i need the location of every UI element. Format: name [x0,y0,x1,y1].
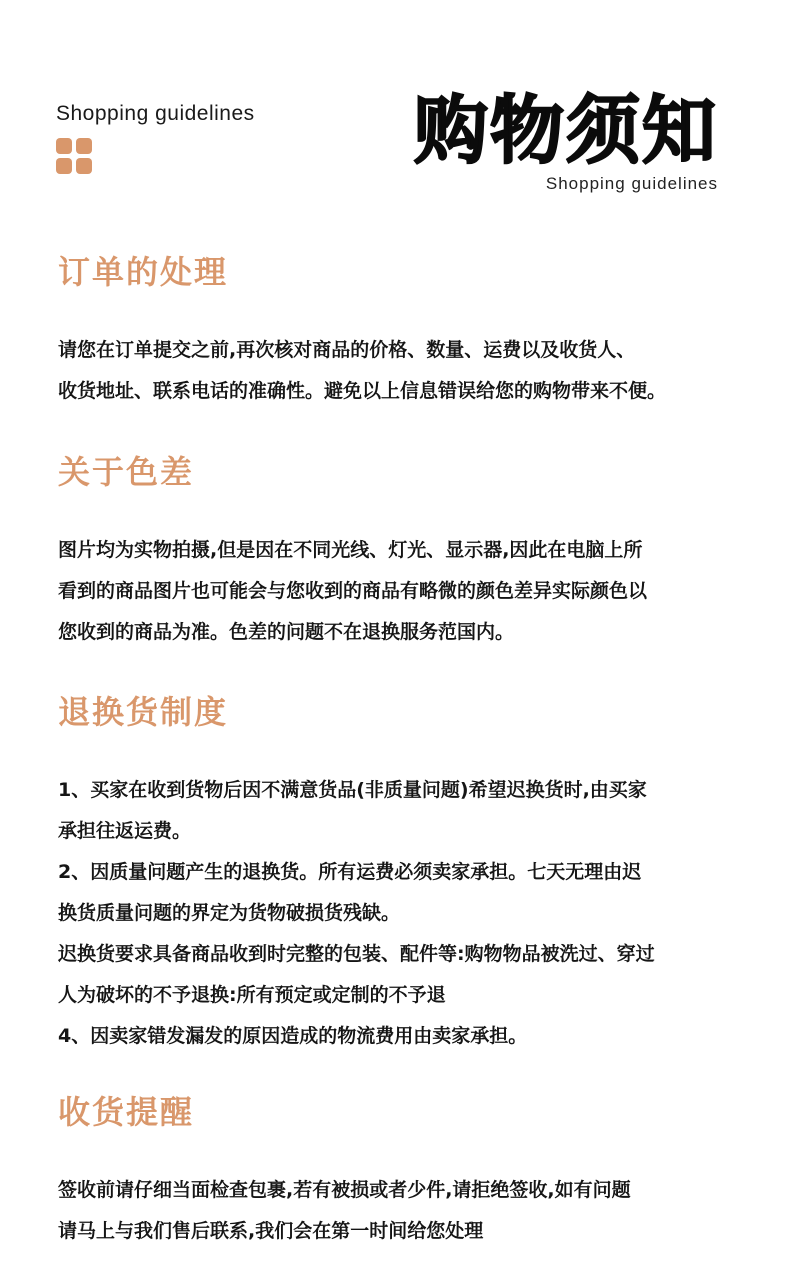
paragraph-line: 承担往返运费。 [58,820,192,842]
paragraph-line: 看到的商品图片也可能会与您收到的商品有略微的颜色差异实际颜色以 [58,580,648,602]
paragraph-line: 人为破坏的不予退换:所有预定或定制的不予退 [58,984,446,1006]
section-return-policy [58,692,738,1057]
grid-icon-cell [56,158,72,174]
paragraph-line: 签收前请仔细当面检查包裹,若有被损或者少件,请拒绝签收,如有问题 [58,1179,631,1201]
paragraph-line: 请马上与我们售后联系,我们会在第一时间给您处理 [58,1220,484,1242]
section-delivery-reminder [58,1092,738,1252]
paragraph-line: 收货地址、联系电话的准确性。避免以上信息错误给您的购物带来不便。 [58,380,667,402]
section-order-processing [58,252,738,412]
grid-icon-cell [76,138,92,154]
grid-icon [56,138,92,174]
header-left [56,102,255,174]
paragraph-line: 迟换货要求具备商品收到时完整的包装、配件等:购物物品被洗过、穿过 [58,943,655,965]
section-title: 关于色差 [58,453,195,491]
grid-icon-cell [76,158,92,174]
paragraph-line: 2、因质量问题产生的退换货。所有运费必须卖家承担。七天无理由迟 [58,861,642,883]
page-title: 购物须知 [414,88,718,174]
paragraph-line: 请您在订单提交之前,再次核对商品的价格、数量、运费以及收货人、 [58,339,636,361]
section-title: 收货提醒 [58,1093,195,1131]
paragraph-line: 您收到的商品为准。色差的问题不在退换服务范国内。 [58,621,515,643]
paragraph-line: 4、因卖家错发漏发的原因造成的物流费用由卖家承担。 [58,1025,528,1047]
section-title: 订单的处理 [58,253,229,291]
paragraph-line: 换货质量问题的界定为货物破损货残缺。 [58,902,401,924]
section-color-difference [58,452,738,653]
section-title: 退换货制度 [58,693,229,731]
paragraph-line: 图片均为实物拍摄,但是因在不同光线、灯光、显示器,因此在电脑上所 [58,539,643,561]
page-subtitle: Shopping guidelines [545,174,718,193]
header-english-label: Shopping guidelines [56,102,255,125]
grid-icon-cell [56,138,72,154]
paragraph-line: 1、买家在收到货物后因不满意货品(非质量问题)希望迟换货时,由买家 [58,779,647,801]
header-right [414,88,718,194]
